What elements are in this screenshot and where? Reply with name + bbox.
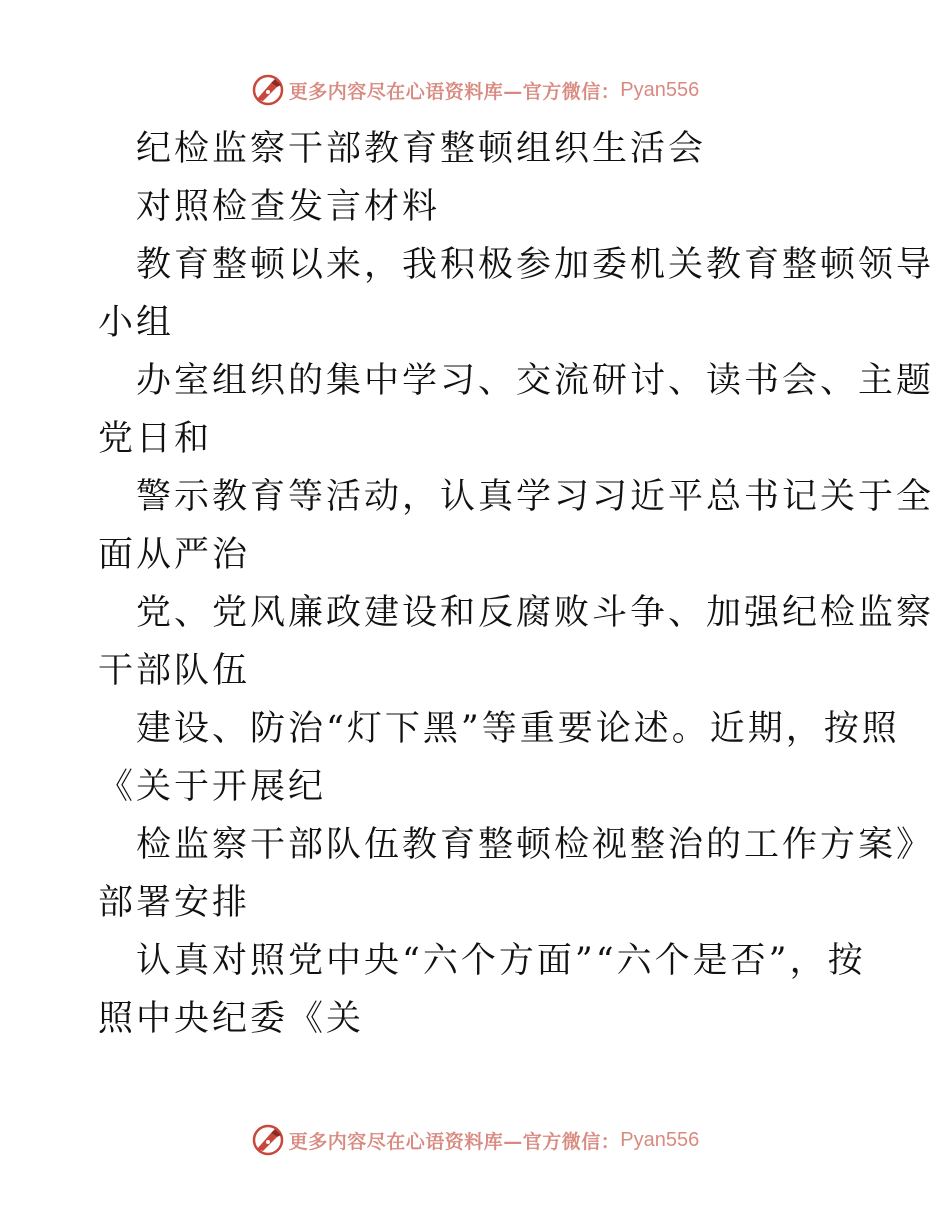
pen-nib-logo-icon <box>251 1123 285 1157</box>
watermark-text: 更多内容尽在心语资料库—官方微信： <box>288 80 621 103</box>
body-text-line: 检监察干部队伍教育整顿检视整治的工作方案》 <box>136 825 935 865</box>
document-subtitle: 对照检查发言材料 <box>136 187 441 227</box>
document-title: 纪检监察干部教育整顿组织生活会 <box>136 129 707 169</box>
body-text-line: 党日和 <box>98 419 213 459</box>
body-text-line: 小组 <box>98 303 175 343</box>
watermark-wechat-id: Pyan556 <box>620 78 700 101</box>
body-text-line: 警示教育等活动，认真学习习近平总书记关于全 <box>136 477 935 517</box>
body-text-line: 党、党风廉政建设和反腐败斗争、加强纪检监察 <box>136 593 935 633</box>
pen-nib-logo-icon <box>251 73 285 107</box>
body-text-line: 部署安排 <box>98 883 251 923</box>
body-text-line: 干部队伍 <box>98 651 251 691</box>
body-text-line: 教育整顿以来，我积极参加委机关教育整顿领导 <box>136 245 935 285</box>
body-text-line: 办室组织的集中学习、交流研讨、读书会、主题 <box>136 361 935 401</box>
body-text-line: 《关于开展纪 <box>98 767 327 807</box>
header-watermark <box>0 70 950 110</box>
watermark-wechat-id: Pyan556 <box>620 1128 700 1151</box>
body-text-line: 照中央纪委《关 <box>98 999 365 1039</box>
body-text-line: 认真对照党中央“六个方面”“六个是否”，按 <box>136 941 866 981</box>
watermark-text: 更多内容尽在心语资料库—官方微信： <box>288 1130 621 1153</box>
footer-watermark <box>0 1120 950 1160</box>
body-text-line: 建设、防治“灯下黑”等重要论述。近期，按照 <box>136 709 900 749</box>
document-body <box>98 120 935 1048</box>
body-text-line: 面从严治 <box>98 535 251 575</box>
